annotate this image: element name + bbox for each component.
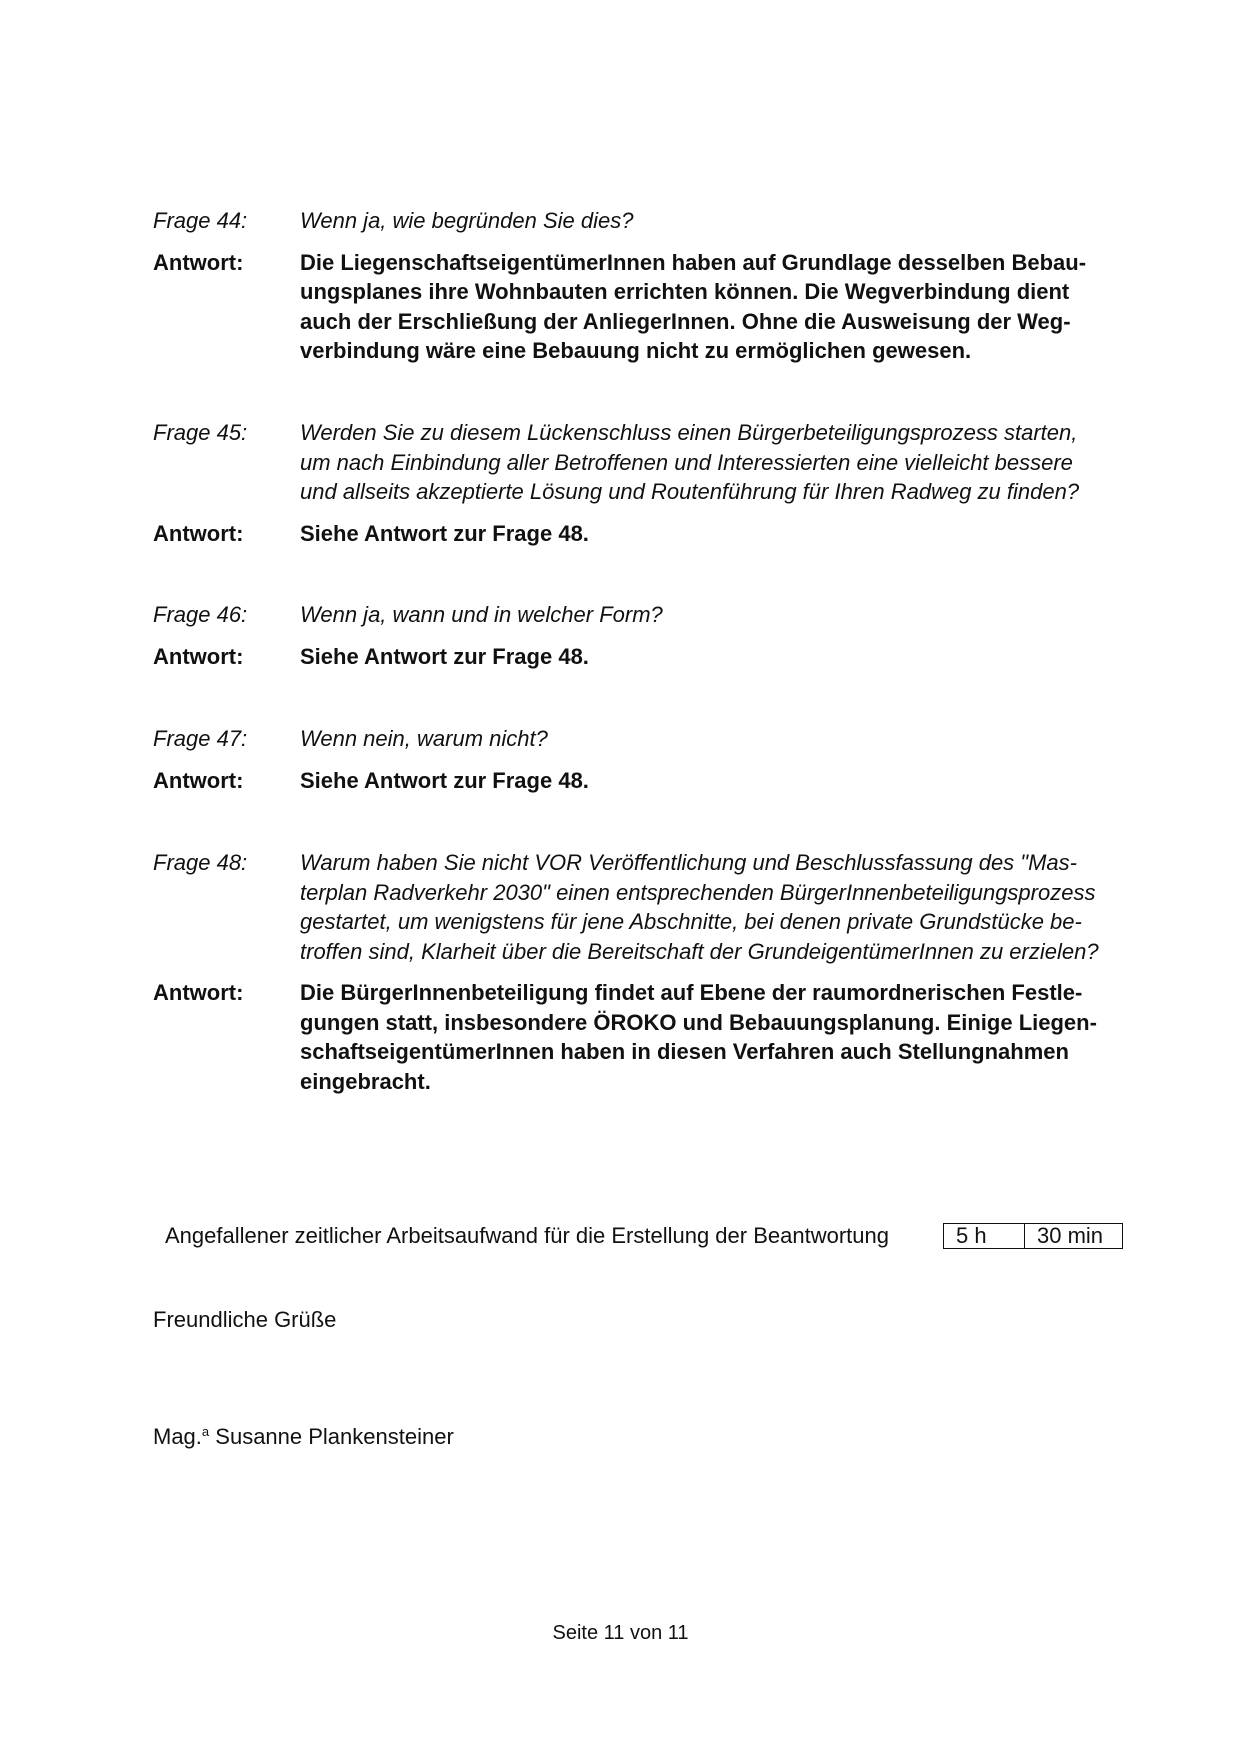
qa-block-45	[153, 418, 1143, 548]
effort-row	[165, 1222, 1125, 1250]
effort-hours: 5 h	[944, 1224, 1025, 1248]
question-row	[153, 600, 1143, 630]
answer-row	[153, 642, 1143, 672]
effort-table	[943, 1223, 1123, 1249]
question-row	[153, 206, 1143, 236]
effort-minutes: 30 min	[1037, 1223, 1104, 1248]
answer-label: Antwort:	[153, 520, 244, 546]
answer-text: Die BürgerInnenbeteiligung findet auf Ebene der raumordnerischen Festle- gungen statt, insbesondere ÖROKO und Bebauungsplanung. Einige Liegen- schaftseigentümerInnen haben in diesen Verfahren auch Stellungnahmen eingebracht.	[300, 980, 1097, 1094]
answer-row	[153, 248, 1143, 366]
closing-greeting: Freundliche Grüße	[153, 1307, 337, 1332]
answer-text: Die LiegenschaftseigentümerInnen haben auf Grundlage desselben Bebau- ungsplanes ihre Wohnbauten errichten können. Die Wegverbindung dient auch der Erschließung der AnliegerInnen. Ohne die Ausweisung der Weg- verbindung wäre eine Bebauung nicht zu ermöglichen gewesen.	[300, 249, 1087, 363]
answer-row	[153, 519, 1143, 549]
question-row	[153, 418, 1143, 507]
answer-row	[153, 978, 1143, 1096]
signature-title: Mag.	[153, 1424, 202, 1449]
page-number: Seite 11 von 11	[552, 1622, 689, 1644]
question-label: Frage 47:	[153, 726, 248, 751]
qa-block-44	[153, 206, 1143, 366]
question-text: Wenn ja, wann und in welcher Form?	[300, 602, 663, 627]
qa-block-48	[153, 848, 1143, 1096]
question-label: Frage 46:	[153, 602, 248, 627]
answer-label: Antwort:	[153, 643, 244, 669]
qa-block-47	[153, 724, 1143, 795]
question-text: Werden Sie zu diesem Lückenschluss einen Bürgerbeteiligungsprozess starten, um nach Einbindung aller Betroffenen und Interessierten eine vielleicht bessere und allseits akzeptierte Lösung und Routenführung für Ihren Radweg zu finden?	[300, 420, 1080, 504]
effort-label: Angefallener zeitlicher Arbeitsaufwand für die Erstellung der Beantwortung	[165, 1223, 889, 1248]
signature-name: Susanne Plankensteiner	[215, 1424, 454, 1449]
signature-title-suffix: a	[201, 1424, 210, 1439]
question-text: Wenn nein, warum nicht?	[300, 726, 548, 751]
answer-text: Siehe Antwort zur Frage 48.	[300, 643, 589, 669]
answer-label: Antwort:	[153, 980, 244, 1005]
question-text: Warum haben Sie nicht VOR Veröffentlichung und Beschlussfassung des "Mas- terplan Radverkehr 2030" einen entsprechenden BürgerInnenbeteiligungsprozess gestartet, um wenigstens für jene Abschnitte, bei denen private Grundstücke be- troffen sind, Klarheit über die Bereitschaft der GrundeigentümerInnen zu erzielen?	[300, 850, 1099, 964]
answer-label: Antwort:	[153, 767, 244, 793]
answer-label: Antwort:	[153, 249, 244, 275]
question-label: Frage 44:	[153, 208, 248, 233]
signature	[153, 1418, 454, 1451]
qa-block-46	[153, 600, 1143, 671]
question-label: Frage 48:	[153, 850, 248, 875]
question-label: Frage 45:	[153, 420, 248, 445]
question-row	[153, 724, 1143, 754]
answer-text: Siehe Antwort zur Frage 48.	[300, 520, 589, 546]
question-row	[153, 848, 1143, 966]
answer-text: Siehe Antwort zur Frage 48.	[300, 767, 589, 793]
question-text: Wenn ja, wie begründen Sie dies?	[300, 208, 634, 233]
answer-row	[153, 766, 1143, 796]
